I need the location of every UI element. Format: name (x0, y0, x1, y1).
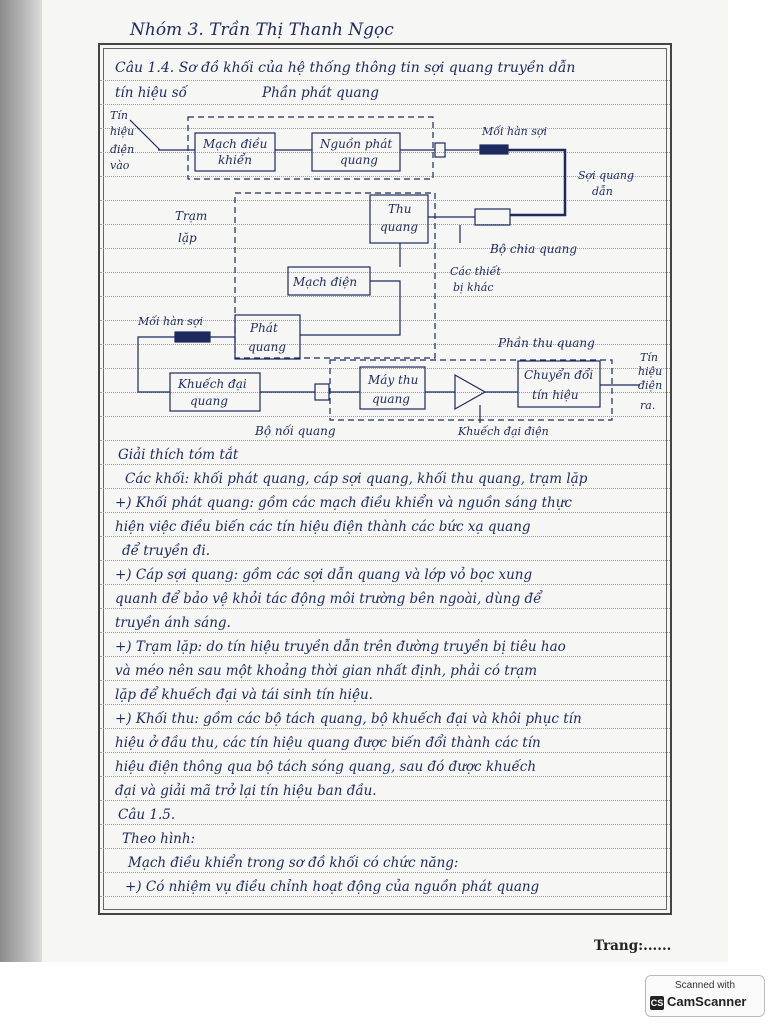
input-label-3: điện (110, 143, 135, 156)
note-line: Câu 1.5. (118, 807, 176, 823)
watermark-brand-text: CamScanner (667, 994, 747, 1009)
scanner-watermark (645, 975, 765, 1017)
light-receiver-label-1: Máy thu (368, 373, 419, 387)
transmit-section-label: Phần phát quang (262, 85, 379, 101)
ruled-line (100, 872, 670, 873)
repeater-label-2: lặp (178, 231, 197, 245)
output-label-2: hiệu (638, 365, 663, 378)
note-line: lặp để khuếch đại và tái sinh tín hiệu. (115, 687, 373, 703)
ruled-line (100, 896, 670, 897)
note-line: +) Trạm lặp: do tín hiệu truyền dẫn trên đường truyền bị tiêu hao (115, 639, 566, 655)
question-title-cont: tín hiệu số (115, 85, 187, 101)
output-label-3: điện (638, 379, 663, 392)
other-devices-label-1: Các thiết (450, 265, 501, 278)
note-line: hiệu ở đầu thu, các tín hiệu quang được biến đổi thành các tín (115, 735, 541, 751)
fiber-system-block-diagram (100, 105, 670, 450)
splice-top-label: Mối hàn sợi (482, 125, 548, 138)
ruled-line (100, 512, 670, 513)
note-line: quanh để bảo vệ khỏi tác động môi trường bên ngoài, dùng để (115, 591, 542, 607)
fiber-label-2: dẫn (592, 185, 613, 198)
ruled-line (100, 848, 670, 849)
electric-amp-label: Khuếch đại điện (458, 425, 549, 438)
ruled-line (100, 464, 670, 465)
light-receiver-label-2: quang (372, 392, 410, 406)
note-line: +) Có nhiệm vụ điều chỉnh hoạt động của nguồn phát quang (125, 879, 540, 895)
question-title: Câu 1.4. Sơ đồ khối của hệ thống thông tin sợi quang truyền dẫn (115, 60, 576, 76)
ruled-line (100, 488, 670, 489)
fiber-label-1: Sợi quang (578, 169, 634, 182)
ruled-line (100, 632, 670, 633)
repeater-label-1: Trạm (175, 209, 208, 223)
signal-converter-label-1: Chuyển đổi (524, 368, 594, 382)
note-line: Theo hình: (122, 831, 196, 847)
splice-bottom-label: Mối hàn sợi (138, 315, 204, 328)
note-line: hiệu điện thông qua bộ tách sóng quang, sau đó được khuếch (115, 759, 537, 775)
electric-circuit-label: Mạch điện (293, 275, 358, 289)
note-line: hiện việc điều biến các tín hiệu điện thành các bức xạ quang (115, 519, 531, 535)
signal-converter-label-2: tín hiệu (532, 388, 579, 402)
note-line: Các khối: khối phát quang, cáp sợi quang, khối thu quang, trạm lặp (125, 471, 588, 487)
optical-connector-label: Bộ nối quang (255, 424, 336, 438)
optical-amp-label-2: quang (190, 394, 228, 408)
ruled-line (100, 656, 670, 657)
note-line: đại và giải mã trở lại tín hiệu ban đầu. (115, 783, 377, 799)
camscanner-icon: CS (650, 997, 664, 1008)
note-line: +) Cáp sợi quang: gồm các sợi dẫn quang và lớp vỏ bọc xung (115, 567, 533, 583)
light-source-label-1: Nguồn phát (320, 137, 393, 151)
ruled-line (100, 584, 670, 585)
watermark-caption: Scanned with (674, 980, 736, 991)
receiver-label-2: quang (380, 220, 418, 234)
light-source-label-2: quang (340, 153, 378, 167)
transmitter-label-1: Phát (250, 321, 278, 335)
note-line: Mạch điều khiển trong sơ đồ khối có chức năng: (128, 855, 459, 871)
note-line: để truyền đi. (122, 543, 210, 559)
optical-amp-label-1: Khuếch đại (178, 377, 247, 391)
transmitter-label-2: quang (248, 340, 286, 354)
other-devices-label-2: bị khác (453, 281, 494, 294)
ruled-line (100, 680, 670, 681)
ruled-line (100, 728, 670, 729)
input-label-2: hiệu (110, 125, 135, 138)
splitter-label: Bộ chia quang (490, 242, 578, 256)
ruled-line (100, 536, 670, 537)
control-circuit-label-2: khiển (218, 153, 252, 167)
note-line: +) Khối phát quang: gồm các mạch điều khiển và nguồn sáng thực (115, 495, 572, 511)
note-line: Giải thích tóm tắt (118, 447, 239, 463)
output-label-1: Tín (640, 351, 658, 364)
page-number-label: Trang:...... (594, 938, 672, 954)
ruled-line (100, 608, 670, 609)
page-header: Nhóm 3. Trần Thị Thanh Ngọc (130, 20, 394, 40)
receive-section-label: Phần thu quang (498, 336, 595, 350)
output-label-4: ra. (640, 399, 656, 412)
ruled-line (100, 560, 670, 561)
scan-edge-shadow (0, 0, 42, 1024)
ruled-line (100, 800, 670, 801)
receiver-label-1: Thu (388, 202, 412, 216)
diagram-labels (110, 109, 662, 438)
note-line: và méo nên sau một khoảng thời gian nhất định, phải có trạm (115, 663, 537, 679)
input-label-4: vào (110, 159, 130, 172)
ruled-line (100, 752, 670, 753)
ruled-line (100, 80, 670, 81)
ruled-line (100, 776, 670, 777)
note-line: +) Khối thu: gồm các bộ tách quang, bộ khuếch đại và khôi phục tín (115, 711, 582, 727)
input-label-1: Tín (110, 109, 128, 122)
control-circuit-label-1: Mạch điều (203, 137, 268, 151)
ruled-line (100, 704, 670, 705)
note-line: truyền ánh sáng. (115, 615, 231, 631)
watermark-brand (650, 994, 746, 1010)
ruled-line (100, 824, 670, 825)
